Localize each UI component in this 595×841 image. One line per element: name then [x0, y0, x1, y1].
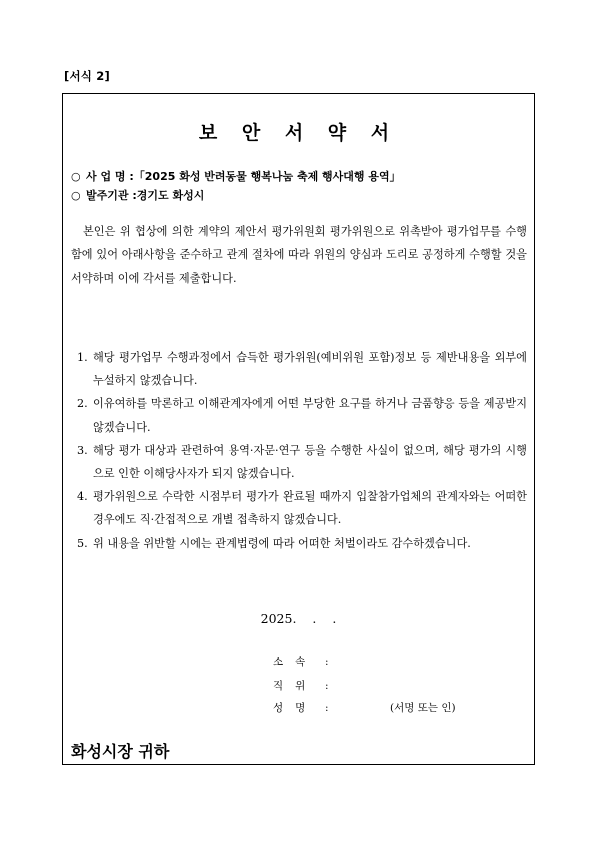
project-name-value: 「2025 화성 반려동물 행복나눔 축제 행사대행 용역」 — [133, 170, 401, 183]
project-name-line — [71, 168, 401, 184]
list-item — [77, 439, 527, 485]
item-number: 2. — [77, 397, 88, 411]
item-number: 1. — [77, 351, 88, 364]
item-number: 5. — [77, 536, 88, 550]
project-name-label: 사 업 명 : — [86, 170, 134, 183]
pledge-items-list — [77, 346, 527, 555]
position-row — [273, 678, 390, 693]
affiliation-label: 소속 — [273, 656, 318, 668]
item-number: 4. — [77, 490, 88, 504]
pledge-date: 2025. . . — [260, 611, 337, 626]
list-item — [77, 346, 527, 392]
form-number-label: [서식 2] — [64, 69, 110, 83]
document-title: 보 안 서 약 서 — [198, 122, 399, 144]
list-item — [77, 392, 527, 438]
addressee: 화성시장 귀하 — [71, 742, 170, 761]
list-item — [77, 532, 527, 555]
pledge-statement: 본인은 위 협상에 의한 계약의 제안서 평가위원회 평가위원으로 위촉받아 평가업무를 수행함에 있어 아래사항을 준수하고 관계 절차에 따라 위원의 양심과 도리로 공정하게 수행할 것을 서약하며 이에 각서를 제출합니다. — [71, 225, 527, 285]
item-text: 해당 평가업무 수행과정에서 습득한 평가위원(예비위원 포함)정보 등 제반내용을 외부에 누설하지 않겠습니다. — [93, 351, 527, 388]
item-text: 해당 평가 대상과 관련하여 용역·자문·연구 등을 수행한 사실이 없으며, 해당 평가의 시행으로 인한 이해당사자가 되지 않겠습니다. — [93, 443, 527, 481]
circle-bullet-icon: ○ — [71, 189, 81, 202]
list-item — [77, 485, 527, 531]
pledge-document-frame — [62, 93, 535, 765]
name-colon: : — [325, 702, 329, 714]
affiliation-colon: : — [325, 656, 329, 668]
agency-line — [71, 187, 204, 203]
name-row — [273, 700, 456, 715]
agency-value: 경기도 화성시 — [136, 189, 205, 202]
item-text: 이유여하를 막론하고 이해관계자에게 어떤 부당한 요구를 하거나 금품향응 등을 제공받지 않겠습니다. — [93, 397, 527, 434]
position-colon: : — [325, 680, 329, 692]
agency-label: 발주기관 : — [86, 189, 137, 202]
position-label: 직위 — [273, 680, 318, 692]
affiliation-row — [273, 654, 390, 669]
name-label: 성명 — [273, 702, 318, 714]
item-text: 평가위원으로 수락한 시점부터 평가가 완료될 때까지 입찰참가업체의 관계자와는 어떠한 경우에도 직·간접적으로 개별 접촉하지 않겠습니다. — [93, 490, 527, 527]
item-number: 3. — [77, 443, 88, 457]
item-text: 위 내용을 위반할 시에는 관계법령에 따라 어떠한 처벌이라도 감수하겠습니다. — [93, 536, 471, 550]
signature-note: (서명 또는 인) — [390, 702, 456, 714]
circle-bullet-icon: ○ — [71, 170, 81, 183]
